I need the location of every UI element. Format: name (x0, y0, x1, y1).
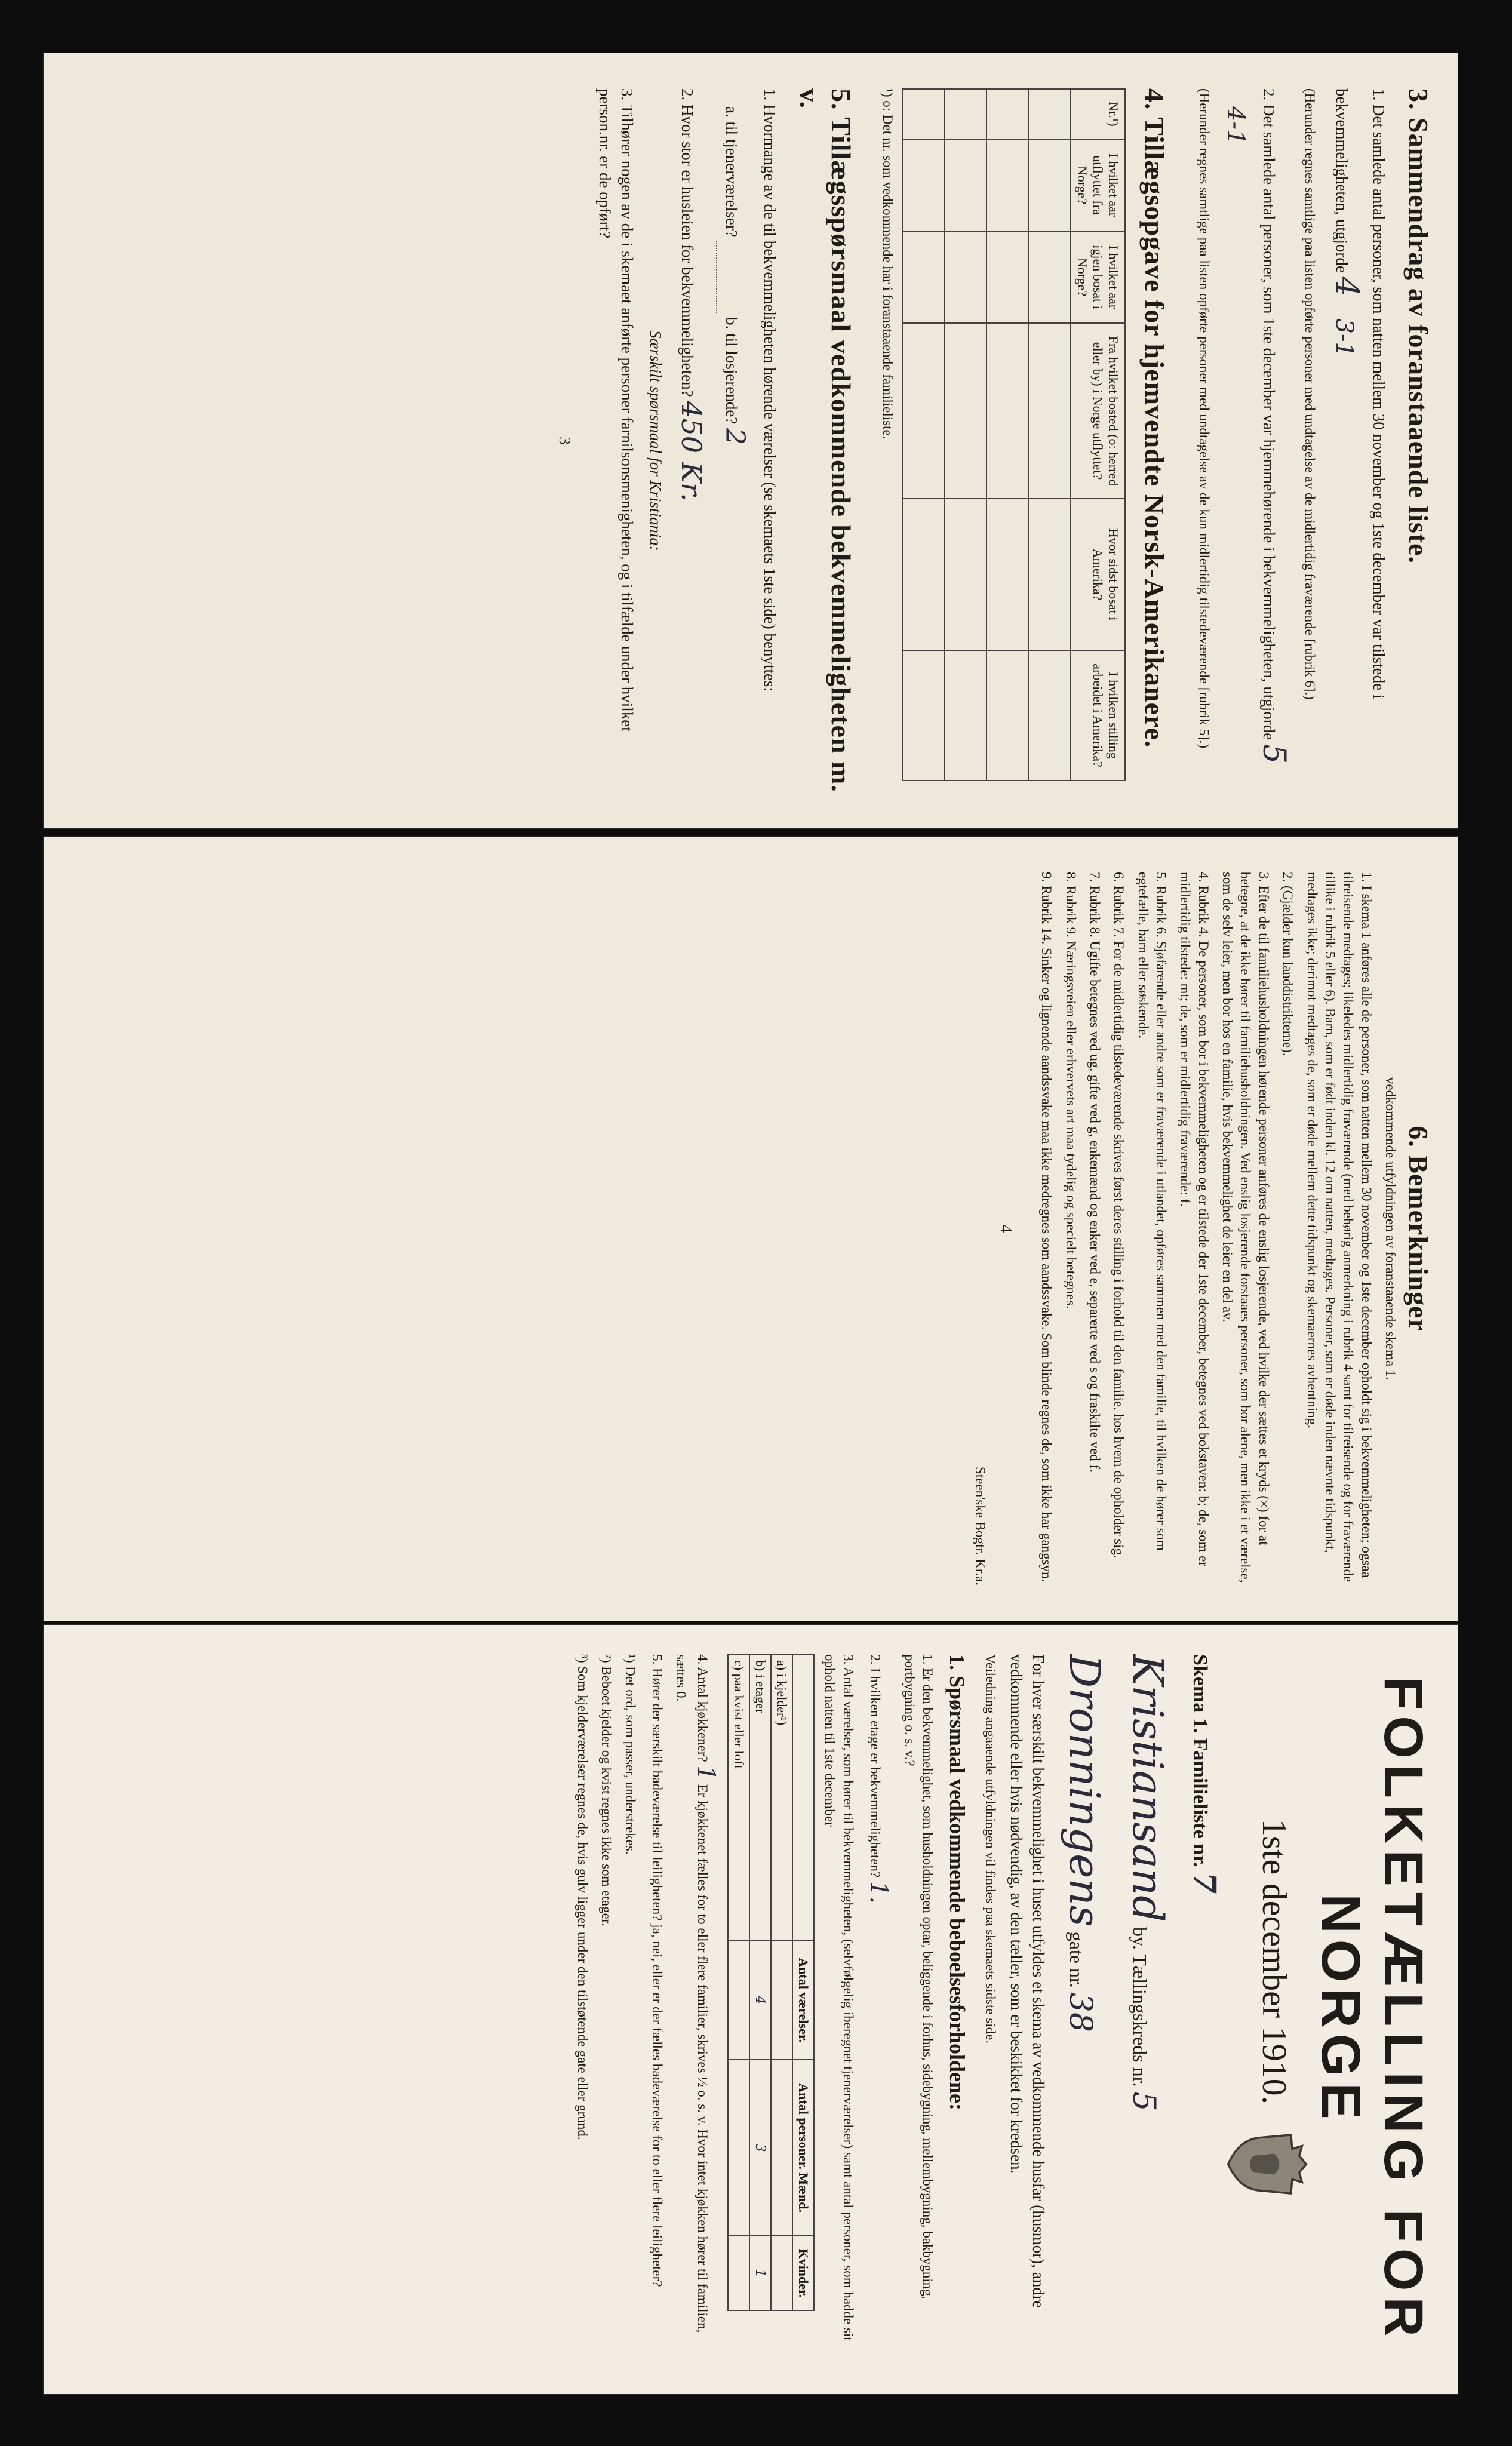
section3-item1-note: (Herunder regnes samtlige paa listen opførte personer med undtagelse av de midlertidig fraværende [rubrik 6].) (1302, 88, 1317, 700)
section3-item2-note: (Herunder regnes samtlige paa listen opførte personer med undtagelse av de kun midlertidig tilstedeværende [rubrik 5].) (1196, 88, 1212, 748)
handwritten-rent: 450 Kr. (675, 401, 708, 502)
cover-intro: For hver særskilt bekvemmelighet i huset utfyldes et skema av vedkommende husfar (husmor), andre vedkommende eller hvis nødvendig, av den tæller, som er beskikket for kredsen. (1007, 1654, 1048, 2308)
rooms-persons-table (727, 1654, 815, 2311)
handwritten-present-extra: 3-1 (1330, 318, 1358, 357)
printer-imprint: Steen'ske Bogtr. Kr.a. (972, 1467, 988, 1585)
handwritten-kitchens: 1 (692, 1765, 720, 1781)
section6-title: 6. Bemerkninger (1403, 1126, 1434, 1332)
section6-subtitle: vedkommende utfyldningen av foranstaaende skema 1. (1383, 1077, 1398, 1381)
note-item: 6. Rubrik 7. For de midlertidig tilstedeværende skrives først deres stilling i forhold til den familie, hos hvem de opholder sig. (1111, 872, 1127, 1559)
skema-line: Skema 1. Familieliste nr. 7 (1186, 1654, 1222, 1894)
cover-q4: 4. Antal kjøkkener? 1 Er kjøkkenet fælles for to eller flere familier, skrives ½ o. s. v. Hvor intet kjøkken hører til familien, sættes 0. (674, 1654, 720, 2333)
note-item: 8. Rubrik 9. Næringsveien eller erhvervets art maa tydelig og specielt betegnes. (1063, 872, 1078, 1309)
note-item: 2. (Gjælder kun landdistrikterne). (1280, 872, 1296, 1056)
rotated-content-cover (43, 1624, 1458, 2395)
section3-item2: 2. Det samlede antal personer, som 1ste december var hjemmehørende i bekvemmeligheten, utgjorde 5 4-1 (1221, 88, 1292, 764)
cover-footnotes (573, 1654, 639, 2365)
cover-q5: 5. Hører der særskilt badeværelse til leiligheten? ja, nei, eller er der fælles badeværelse for to eller flere leiligheter? (649, 1654, 665, 2287)
note-item: 3. Efter de til familiehusholdningen hørende personer anføres de enslig losjerende, ved hvilke der sættes et kryds (×) for at betegne, at de ikke hører til familiehusholdningen. Ved enslig losjerende forstaaes personer, som bor alene, men ikke i et værelse, som de selv leier, men bor hos en familie, hvis bekvemmelighet de leier en del av. (1220, 872, 1271, 1583)
notes-list (1031, 872, 1375, 1585)
note-item: 7. Rubrik 8. Ugifte betegnes ved ug, gifte ved g, enkemænd og enker ved e, separerte ved s og fraskilte ved f. (1087, 872, 1102, 1473)
handwritten-family-number: 7 (1186, 1872, 1222, 1894)
handwritten-gate-number: 38 (1062, 1992, 1098, 2032)
table-row: b) i etager 4 3 1 (749, 1655, 771, 2310)
footnote: ¹) Det ord, som passer, understrekes. (623, 1654, 638, 1855)
col-header-america-occupation: I hvilken stilling arbeidet i Amerika? (1070, 650, 1125, 780)
section4-footnote: ¹) o: Det nr. som vedkommende har i foranstaaende familieliste. (880, 88, 896, 440)
handwritten-street: Dronningens (1059, 1654, 1109, 1927)
norsk-amerikanere-table (902, 88, 1126, 781)
handwritten-present-count: 4 (1328, 276, 1365, 297)
col-header-men: Antal personer. Mænd. (792, 2060, 814, 2235)
section5-kristiania-note: Særskilt spørsmaal for Kristiania: (646, 330, 665, 551)
note-item: 1. I skema 1 anføres alle de personer, som natten mellem 30 november og 1ste december opholdt sig i bekvemmeligheten; ogsaa tilreisende medtages; likeledes midlertidig fraværende (med behørig anmerkning i rubrik 4 samt for tilreisende og for fraværende tillike i rubrik 5 eller 6). Barn, som er født inden kl. 12 om natten, medtages. Personer, som er døde inden nævnte tidspunkt, medtages ikke; derimot medtages de, som er døde mellem dette tidspunkt og skemaernes avhentning. (1304, 872, 1374, 1582)
rotated-content-top (43, 53, 1458, 829)
handwritten-lodger-rooms: 2 (719, 428, 750, 445)
page-sheet-middle (43, 836, 1458, 1621)
note-item: 9. Rubrik 14. Sinker og lignende aandssvake maa ikke medregnes som aandssvake. Som blinde regnes de, som ikke har gangsyn. (1039, 872, 1055, 1582)
handwritten-floor: 1. (865, 1880, 893, 1904)
section3-item1: 1. Det samlede antal personer, som natten mellem 30 november og 1ste december var tilstede i bekvemmeligheten, utgjorde 4 3-1 (1328, 88, 1388, 699)
census-date: 1ste december 1910. (1255, 1818, 1295, 2105)
page-sheet-top (43, 53, 1458, 829)
section5-q1: 1. Hvormange av de til bekvemmeligheten hørende værelser (se skemaets 1ste side) benyttes: (760, 88, 779, 692)
cover-q2: 2. I hvilken etage er bekvemmeligheten? 1. (865, 1654, 893, 1904)
page-number: 4 (997, 1224, 1015, 1233)
footnote: ²) Beboet kjelder og kvist regnes ikke som etager. (599, 1654, 614, 1926)
table-row (945, 89, 987, 780)
table-row: a) i kjelder¹) (771, 1655, 792, 2310)
section5-q3: 3. Tilhører nogen av de i skemaet anførte personer farnilsonsmenigheten, og i tilfælde under hvilket person.nr. er de opført? (596, 88, 637, 732)
census-title: FOLKETÆLLING FOR NORGE (1310, 1676, 1434, 2343)
table-header-row (1070, 89, 1125, 780)
col-header-year-back: I hvilket aar igjen bosat i Norge? (1070, 231, 1125, 323)
cover-q3: 3. Antal værelser, som hører til bekvemmeligheten, (selvfølgelig iberegnet tjenerværelser) samt antal personer, som hadde sit ophold natten til 1ste december (822, 1654, 856, 2341)
col-header-rooms: Antal værelser. (792, 1940, 814, 2060)
table-row (987, 89, 1028, 780)
section5-title: 5. Tillægsspørsmaal vedkommende bekvemmeligheten m. v. (794, 88, 856, 792)
col-header-america-residence: Hvor sidst bosat i Amerika? (1070, 499, 1125, 650)
handwritten-kreds-number: 5 (1126, 2091, 1162, 2112)
col-header-nr: Nr.¹) (1070, 89, 1125, 139)
col-header-year-out: I hvilket aar utflyttet fra Norge? (1070, 139, 1125, 231)
cover-q1: 1. Er den bekvemmelighet, som husholdningen optar, beliggende i forhus, sidebygning, mellembygning, bakbygning, portbygning o. s. v.? (902, 1654, 936, 2300)
cover-section1-title: 1. Spørsmaal vedkommende beboelsesforholdene: (945, 1654, 970, 2110)
note-item: 5. Rubrik 6. Sjøfarende eller andre som er fraværende i utlandet, opføres sammen med den familie, til hvilken de hører som egtefælle, barn eller søskende. (1135, 872, 1169, 1551)
section5-q2: 2. Hvor stor er husleien for bekvemmeligheten? 450 Kr. (675, 88, 708, 502)
street-line: Dronningens gate nr. 38 (1059, 1654, 1109, 2032)
section5-q1a: a. til tjenerværelser? b. til losjerende? 2 (716, 88, 752, 793)
handwritten-resident-extra: 4-1 (1221, 106, 1249, 145)
section4-title: 4. Tillægsopgave for hjemvendte Norsk-Amerikanere. (1139, 88, 1170, 748)
handwritten-resident-count: 5 (1255, 744, 1292, 764)
table-header-row (792, 1655, 814, 2310)
table-row (1028, 89, 1070, 780)
rotated-content-middle (43, 836, 1458, 1621)
page-sheet-cover (43, 1624, 1458, 2395)
note-item: 4. Rubrik 4. De personer, som bor i bekvemmeligheten og er tilstede der 1ste december, betegnes ved bokstaven: b; de, som er midlertidig tilstede: mt; de, som er midlertidig fraværende: f. (1178, 872, 1211, 1567)
col-header-women: Kvinder. (792, 2236, 814, 2310)
handwritten-city: Kristiansand (1123, 1654, 1173, 1922)
col-header-origin: Fra hvilket bosted (o: herred eller by) i Norge utflyttet? (1070, 323, 1125, 499)
page-number: 3 (555, 437, 574, 445)
table-row: c) paa kvist eller loft (728, 1655, 749, 2310)
footnote: ³) Som kjelderværelser regnes de, hvis gulv ligger under den tilstøtende gate eller grund. (574, 1654, 590, 2140)
section3-title: 3. Sammendrag av foranstaaende liste. (1403, 88, 1434, 564)
table-row (903, 89, 945, 780)
cover-intro-guidance: Veiledning angaaende utfyldningen vil findes paa skemaets sidste side. (982, 1654, 998, 2044)
city-line: Kristiansand by. Tællingskreds nr. 5 (1123, 1654, 1173, 2112)
norwegian-lion-emblem-icon (1225, 2128, 1309, 2200)
